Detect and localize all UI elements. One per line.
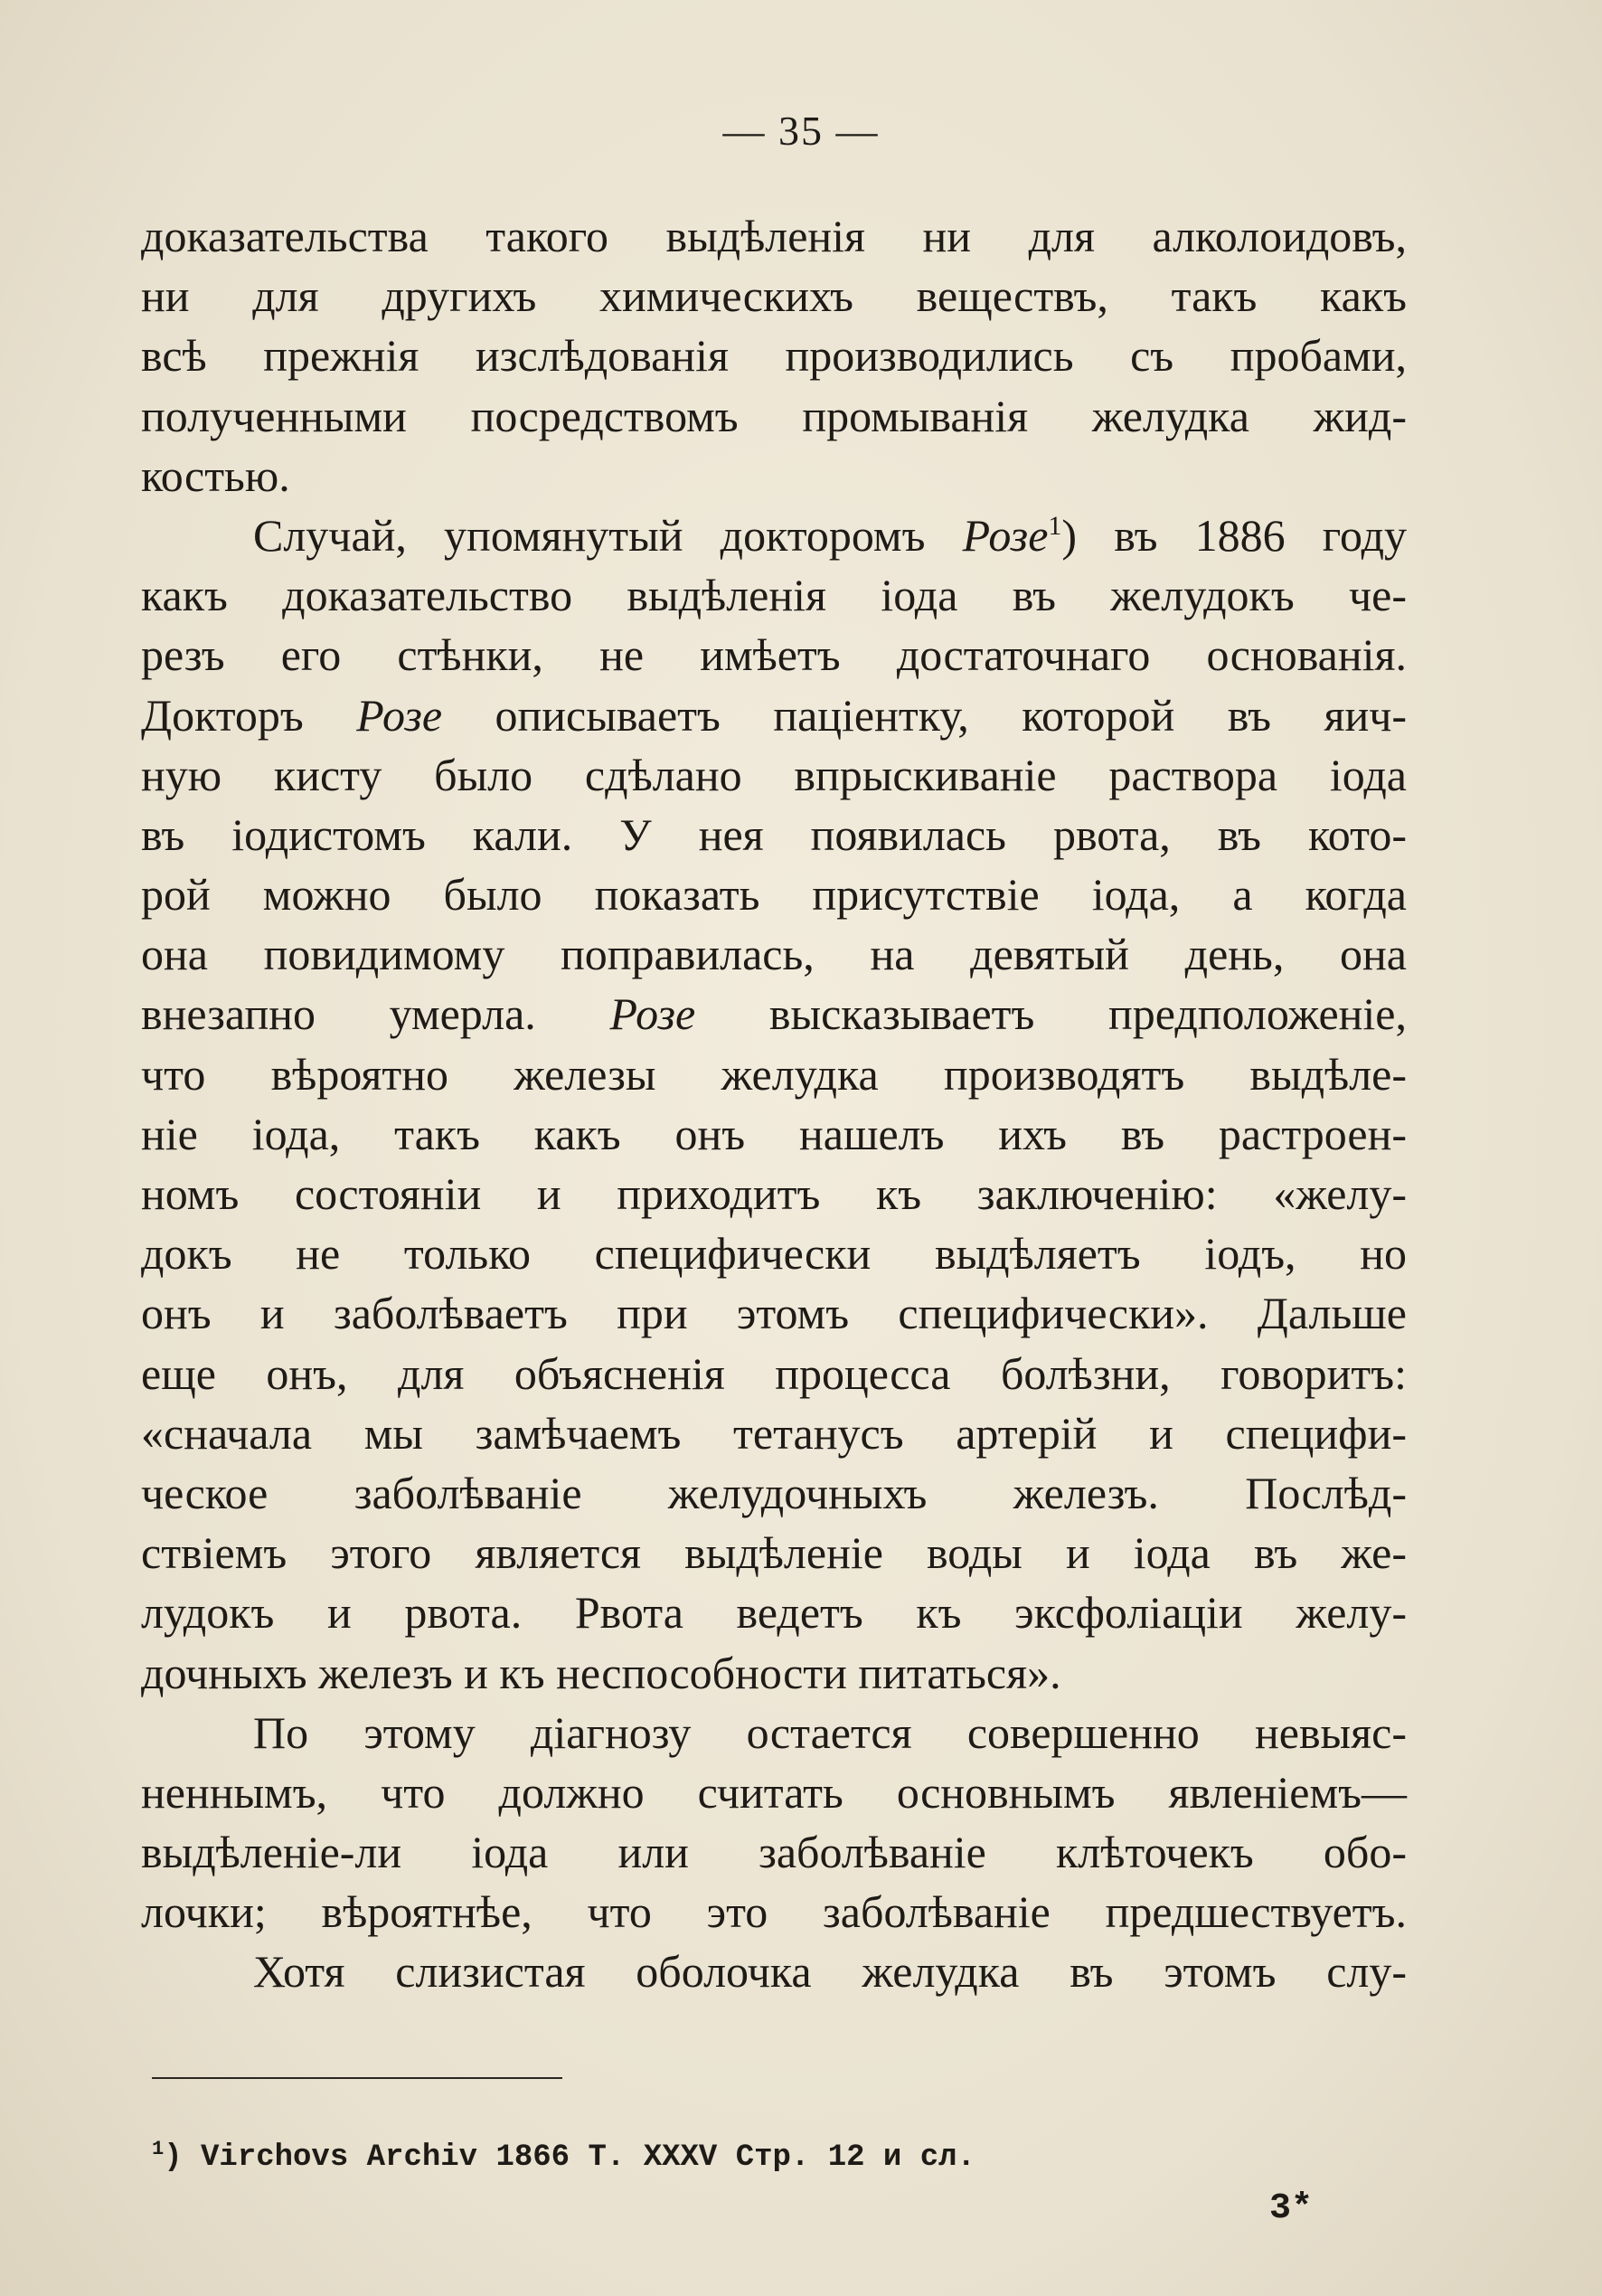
text-line: дочныхъ железъ и къ неспособности питаться».: [141, 1647, 1061, 1698]
author-name: Розе: [609, 988, 696, 1040]
text-line: [141, 984, 1407, 1044]
footnote-divider: [152, 2077, 562, 2079]
text-line: [141, 505, 1407, 565]
page-number: — 35 —: [722, 108, 880, 154]
text-line: что вѣроятно железы желудка производятъ выдѣле-: [141, 1048, 1407, 1100]
text-line: еще онъ, для объясненія процесса болѣзни, говоритъ:: [141, 1347, 1407, 1399]
text-segment: описываетъ паціентку, которой въ яич-: [495, 689, 1408, 741]
text-segment: ) въ 1886 году: [1061, 509, 1408, 561]
text-line: резъ его стѣнки, не имѣетъ достаточнаго основанія.: [141, 629, 1407, 681]
text-line: она повидимому поправилась, на девятый день, она: [141, 929, 1407, 980]
text-line: въ іодистомъ кали. У нея появилась рвота, въ кото-: [141, 808, 1407, 860]
text-line: всѣ прежнія изслѣдованія производились съ пробами,: [141, 330, 1407, 382]
text-segment: Случай, упомянутый докторомъ: [253, 509, 926, 561]
text-line: ствіемъ этого является выдѣленіе воды и іода въ же-: [141, 1527, 1407, 1579]
footnote: [152, 2138, 975, 2178]
footnote-marker: 1: [152, 2138, 165, 2160]
author-name: Розе: [962, 509, 1049, 561]
signature-mark: 3*: [1269, 2188, 1314, 2229]
text-line: костью.: [141, 449, 290, 501]
footnote-reference: 1: [1048, 510, 1062, 541]
text-line: лудокъ и рвота. Рвота ведетъ къ эксфоліаціи желу-: [141, 1587, 1407, 1639]
text-line: Хотя слизистая оболочка желудка въ этомъ слу-: [253, 1946, 1407, 1998]
text-line: докъ не только специфически выдѣляетъ іодъ, но: [141, 1228, 1407, 1280]
text-line: ни для другихъ химическихъ веществъ, такъ какъ: [141, 270, 1407, 322]
text-line: «сначала мы замѣчаемъ тетанусъ артерій и специфи-: [141, 1407, 1407, 1459]
text-line: номъ состояніи и приходитъ къ заключенію: «желу-: [141, 1168, 1407, 1219]
text-line: доказательства такого выдѣленія ни для алколоидовъ,: [141, 211, 1407, 261]
text-line: полученными посредствомъ промыванія желудка жид-: [141, 390, 1407, 441]
text-line: лочки; вѣроятнѣе, что это заболѣваніе предшествуетъ.: [141, 1886, 1407, 1938]
author-name: Розе: [356, 689, 443, 741]
text-segment: Докторъ: [141, 689, 304, 741]
text-segment: внезапно умерла.: [141, 988, 536, 1040]
text-line: онъ и заболѣваетъ при этомъ специфически». Дальше: [141, 1288, 1407, 1339]
text-line: ніе іода, такъ какъ онъ нашелъ ихъ въ растроен-: [141, 1108, 1407, 1159]
text-line: какъ доказательство выдѣленія іода въ желудокъ че-: [141, 570, 1407, 621]
text-line: [141, 685, 1407, 745]
text-line: ческое заболѣваніе желудочныхъ железъ. Послѣд-: [141, 1467, 1407, 1518]
text-line: неннымъ, что должно считать основнымъ явленіемъ—: [141, 1766, 1407, 1818]
text-segment: высказываетъ предположеніе,: [768, 988, 1407, 1040]
text-line: По этому діагнозу остается совершенно невыяс-: [253, 1706, 1407, 1758]
text-line: ную кисту было сдѣлано впрыскиваніе раствора іода: [141, 749, 1407, 800]
footnote-text: ) Virchovs Archiv 1866 T. XXXV Стр. 12 и сл.: [164, 2140, 975, 2175]
body-text: [141, 206, 1407, 2002]
text-line: рой можно было показать присутствіе іода, а когда: [141, 869, 1407, 921]
text-line: выдѣленіе-ли іода или заболѣваніе клѣточекъ обо-: [141, 1827, 1407, 1878]
